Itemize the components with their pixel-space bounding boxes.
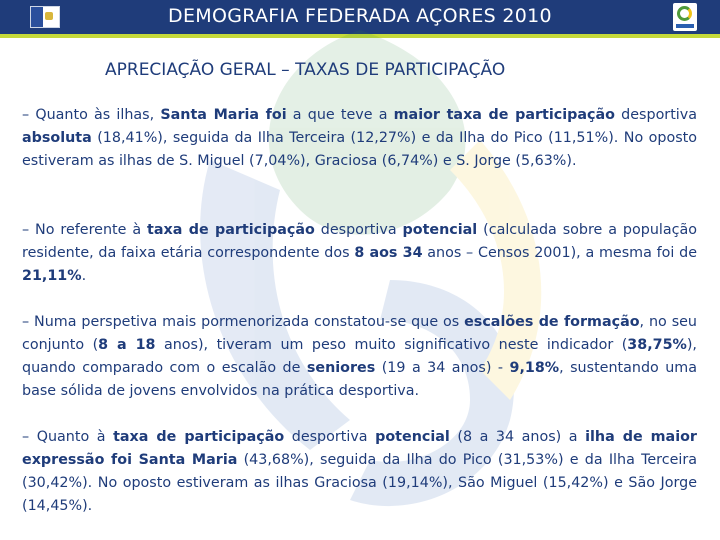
body-text: (calculada sobre a população residente, da faixa etária correspondente dos (22, 222, 697, 261)
body-text: – Quanto às ilhas, (22, 107, 161, 123)
body-text: anos), tiveram um peso muito significativo neste indicador ( (155, 337, 628, 353)
emphasis-text: 8 aos 34 (354, 245, 423, 261)
paragraph-1 (22, 104, 697, 173)
body-text: – Quanto à (22, 429, 114, 445)
body-text: desportiva (284, 429, 376, 445)
emphasis-text: maior taxa de participação (393, 107, 615, 123)
paragraph-3 (22, 311, 697, 403)
body-text: a que teve a (286, 107, 394, 123)
body-text: (19 a 34 anos) - (375, 360, 510, 376)
header-divider (0, 34, 720, 38)
body-text: . (81, 268, 87, 284)
emphasis-text: 38,75% (627, 337, 687, 353)
emphasis-text: seniores (306, 360, 376, 376)
emphasis-text: potencial (402, 222, 478, 238)
emphasis-text: ilha de maior expressão foi Santa Maria (22, 429, 697, 468)
header-bar (0, 0, 720, 34)
body-text: desportiva (314, 222, 403, 238)
emphasis-text: taxa de participação (113, 429, 285, 445)
body-text: – Numa perspetiva mais pormenorizada constatou-se que os (22, 314, 465, 330)
body-text: , sustentando uma base sólida de jovens envolvidos na prática desportiva. (22, 360, 697, 399)
body-text: anos – Censos 2001), a mesma foi de (422, 245, 697, 261)
paragraph-2 (22, 219, 697, 288)
emphasis-text: escalões de formação (464, 314, 640, 330)
body-text: (8 a 34 anos) a (449, 429, 586, 445)
slide-title: APRECIAÇÃO GERAL – TAXAS DE PARTICIPAÇÃO (105, 60, 506, 80)
body-text: ), quando comparado com o escalão de (22, 337, 697, 376)
emphasis-text: taxa de participação (147, 222, 315, 238)
emphasis-text: 9,18% (509, 360, 560, 376)
emphasis-text: potencial (375, 429, 450, 445)
emphasis-text: absoluta (22, 130, 92, 146)
emphasis-text: 21,11% (22, 268, 82, 284)
body-text: (18,41%), seguida da Ilha Terceira (12,27%) e da Ilha do Pico (11,51%). No oposto estiveram as ilhas de S. Miguel (7,04%), Graciosa (6,74%) e S. Jorge (5,63%). (22, 130, 697, 169)
header-title: DEMOGRAFIA FEDERADA AÇORES 2010 (168, 5, 552, 27)
logo-icon (673, 3, 697, 31)
body-text: desportiva (614, 107, 697, 123)
body-text: (43,68%), seguida da Ilha do Pico (31,53%) e da Ilha Terceira (30,42%). No oposto estiveram as ilhas Graciosa (19,14%), São Miguel (15,42%) e São Jorge (14,45%). (22, 452, 697, 514)
emphasis-text: 8 a 18 (98, 337, 156, 353)
body-text: , no seu conjunto ( (22, 314, 697, 353)
body-text: – No referente à (22, 222, 148, 238)
paragraph-4 (22, 426, 697, 518)
emphasis-text: Santa Maria foi (160, 107, 287, 123)
